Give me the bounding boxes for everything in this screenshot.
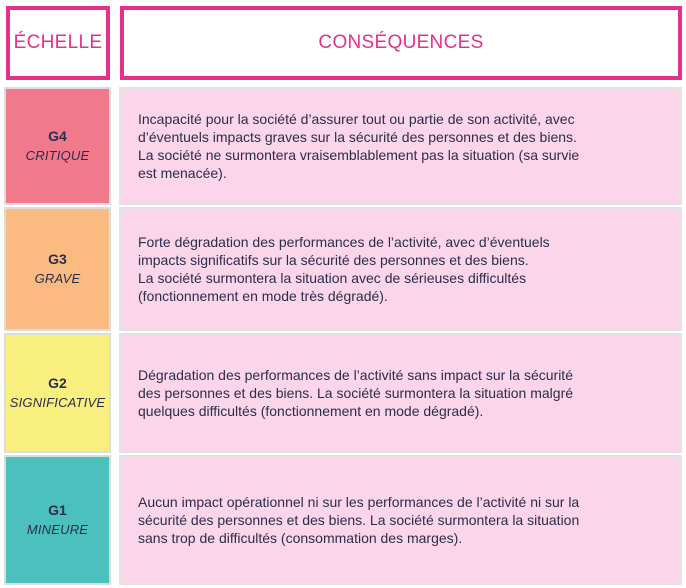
consequence-line: des personnes et des biens. La société surmontera la situation malgré (138, 385, 574, 401)
level-name: CRITIQUE (25, 148, 90, 163)
level-code: G2 (48, 375, 67, 391)
scale-header-label: ÉCHELLE (13, 32, 103, 53)
consequence-cell-g4 (119, 87, 682, 205)
level-name: MINEURE (26, 522, 89, 537)
consequence-line: est menacée). (138, 165, 227, 181)
level-code: G4 (48, 128, 67, 144)
consequence-line: (fonctionnement en mode très dégradé). (138, 288, 388, 304)
consequence-text (138, 493, 579, 547)
scale-header (6, 6, 110, 80)
consequence-text (138, 110, 579, 182)
consequence-line: impacts significatifs sur la sécurité des personnes et des biens. (138, 252, 529, 268)
consequence-line: Incapacité pour la société d’assurer tout ou partie de son activité, avec (138, 111, 575, 127)
level-cell-g3 (4, 207, 111, 331)
consequences-header-label: CONSÉQUENCES (318, 32, 484, 53)
consequence-line: quelques difficultés (fonctionnement en mode dégradé). (138, 403, 484, 419)
consequence-line: La société surmontera la situation avec de sérieuses difficultés (138, 270, 527, 286)
level-cell-g4 (4, 87, 111, 205)
consequence-text (138, 233, 550, 305)
consequence-line: La société ne surmontera vraisemblablement pas la situation (sa survie (138, 147, 580, 163)
level-cell-g1 (4, 455, 111, 585)
consequence-line: Forte dégradation des performances de l’activité, avec d’éventuels (138, 234, 550, 250)
consequence-line: d’éventuels impacts graves sur la sécurité des personnes et des biens. (138, 129, 577, 145)
level-cell-g2 (4, 333, 111, 453)
level-name: SIGNIFICATIVE (9, 395, 106, 410)
consequence-line: Aucun impact opérationnel ni sur les performances de l’activité ni sur la (138, 494, 580, 510)
consequence-text (138, 366, 573, 420)
consequence-cell-g3 (119, 207, 682, 331)
consequences-header (120, 6, 682, 80)
consequence-line: sécurité des personnes et des biens. La société surmontera la situation (138, 512, 580, 528)
level-name: GRAVE (34, 271, 81, 286)
level-code: G1 (48, 502, 67, 518)
consequence-cell-g1 (119, 455, 682, 585)
consequence-cell-g2 (119, 333, 682, 453)
consequence-line: Dégradation des performances de l’activité sans impact sur la sécurité (138, 367, 573, 383)
consequence-line: sans trop de difficultés (consommation des marges). (138, 530, 463, 546)
level-code: G3 (48, 251, 67, 267)
